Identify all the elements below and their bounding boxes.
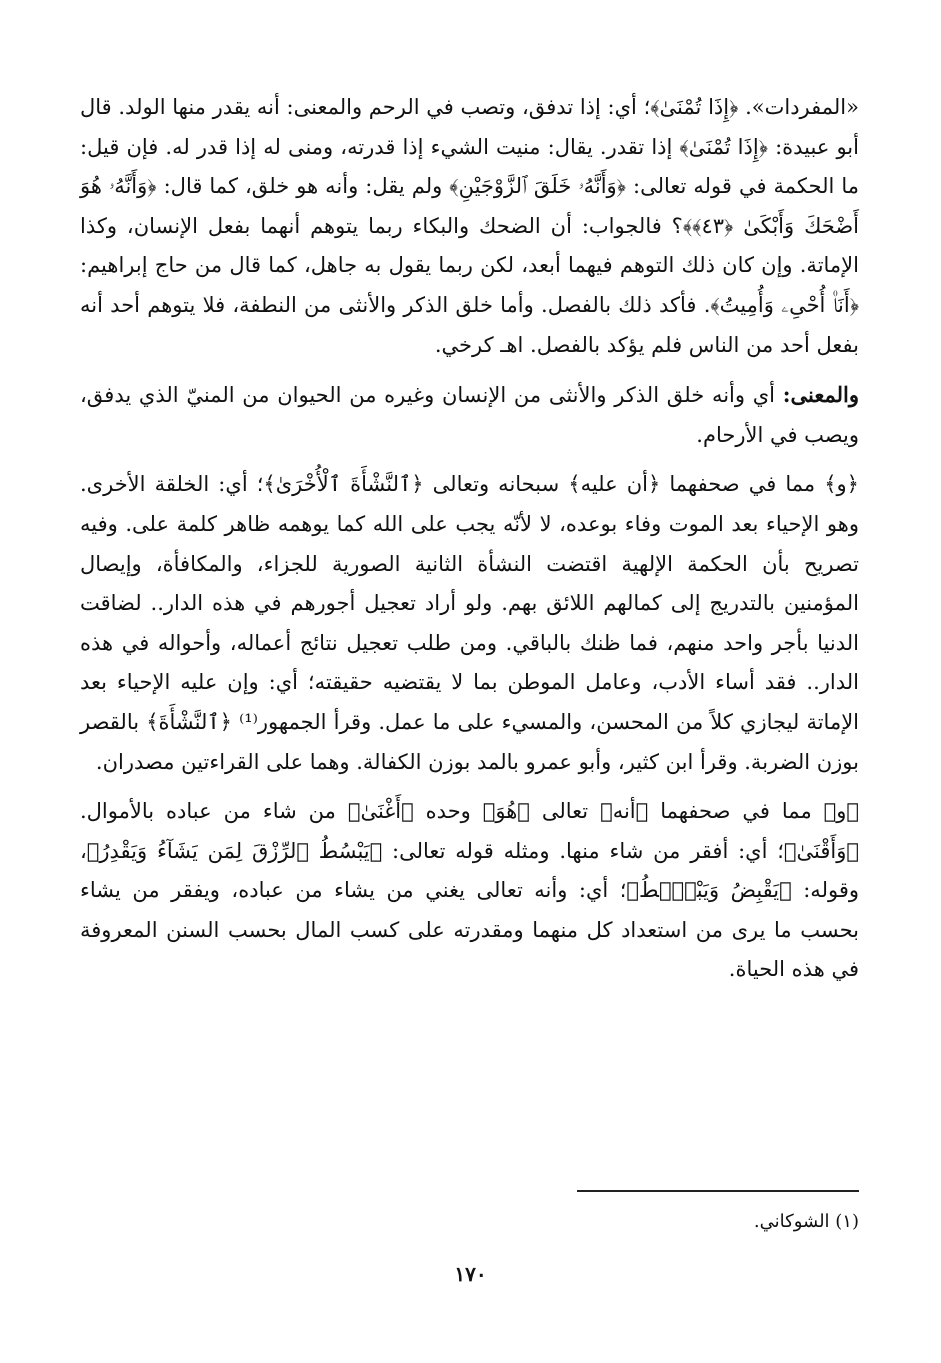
paragraph-1 bbox=[80, 88, 859, 365]
paragraph-2 bbox=[80, 375, 859, 455]
footnote-divider bbox=[577, 1190, 859, 1192]
main-text bbox=[80, 88, 859, 990]
paragraph-4 bbox=[80, 792, 859, 990]
paragraph-1-text: «المفردات». ﴿إِذَا تُمْنَىٰ﴾؛ أي: إذا تدفق، وتصب في الرحم والمعنى: أنه يقدر منها الولد. قال أبو عبيدة: ﴿إِذَا تُمْنَىٰ﴾ إذا تقدر. يقال: منيت الشيء إذا قدرته، ومنى له إذا قدر له. فإن قيل: ما الحكمة في قوله تعالى: ﴿وَأَنَّهُۥ خَلَقَ ٱلزَّوْجَيْنِ﴾ ولم يقل: وأنه هو خلق، كما قال: ﴿وَأَنَّهُۥ هُوَ أَضْحَكَ وَأَبْكَىٰ ﴿٤٣﴾﴾؟ فالجواب: أن الضحك والبكاء ربما يتوهم أنهما بفعل الإنسان، وكذا الإماتة. وإن كان ذلك التوهم فيهما أبعد، لكن ربما يقول به جاهل، كما قال من حاج إبراهيم: ﴿أَنَا۠ أُحْىِۦ وَأُمِيتُ﴾. فأكد ذلك بالفصل. وأما خلق الذكر والأنثى من النطفة، فلا يتوهم أحد أنه بفعل أحد من الناس فلم يؤكد بالفصل. اهـ كرخي. bbox=[80, 95, 859, 357]
paragraph-2-text: أي وأنه خلق الذكر والأنثى من الإنسان وغيره من الحيوان من المنيّ الذي يدفق، ويصب في الأرحام. bbox=[80, 383, 859, 447]
paragraph-3-text: ﴿و﴾ مما في صحفهما ﴿أن عليه﴾ سبحانه وتعالى ﴿ٱلنَّشْأَةَ ٱلْأُخْرَىٰ﴾؛ أي: الخلقة الأخرى. وهو الإحياء بعد الموت وفاء بوعده، لا لأنّه يجب على الله كما يوهمه ظاهر كلمة على. وفيه تصريح بأن الحكمة الإلهية اقتضت النشأة الثانية الصورية للجزاء، والمكافأة، وإيصال المؤمنين بالتدريج إلى كمالهم اللائق بهم. ولو أراد تعجيل أجورهم في هذه الدار.. لضاقت الدنيا بأجر واحد منهم، فما ظنك بالباقي. ومن طلب تعجيل نتائج أعماله، وأحواله في هذه الدار.. فقد أساء الأدب، وعامل الموطن بما لا يقتضيه حقيقته؛ أي: وإن عليه الإحياء بعد الإماتة ليجازي كلاً من المحسن، والمسيء على ما عمل. وقرأ الجمهور⁽¹⁾ ﴿ٱلنَّشْأَةَ﴾ بالقصر بوزن الضربة. وقرأ ابن كثير، وأبو عمرو بالمد بوزن الكفالة. وهما على القراءتين مصدران. bbox=[80, 472, 860, 774]
paragraph-2-lead: والمعنى: bbox=[782, 382, 859, 408]
page-number: ١٧٠ bbox=[454, 1262, 487, 1286]
paragraph-3 bbox=[80, 465, 859, 782]
footnote: (١) الشوكاني. bbox=[753, 1211, 859, 1232]
paragraph-4-text: ﴿و﴾ مما في صحفهما ﴿أنه﴾ تعالى ﴿هُوَ﴾ وحده ﴿أَغْنَىٰ﴾ من شاء من عباده بالأموال. ﴿وَأَقْنَىٰ﴾؛ أي: أفقر من شاء منها. ومثله قوله تعالى: ﴿يَبْسُطُ ٱلرِّزْقَ لِمَن يَشَآءُ وَيَقْدِرُ﴾، وقوله: ﴿يَقْبِضُ وَيَبْصُۜطُ﴾؛ أي: وأنه تعالى يغني من يشاء من عباده، ويفقر من يشاء بحسب ما يرى من استعداد كل منهما ومقدرته على كسب المال بحسب السنن المعروفة في هذه الحياة. bbox=[80, 799, 859, 982]
